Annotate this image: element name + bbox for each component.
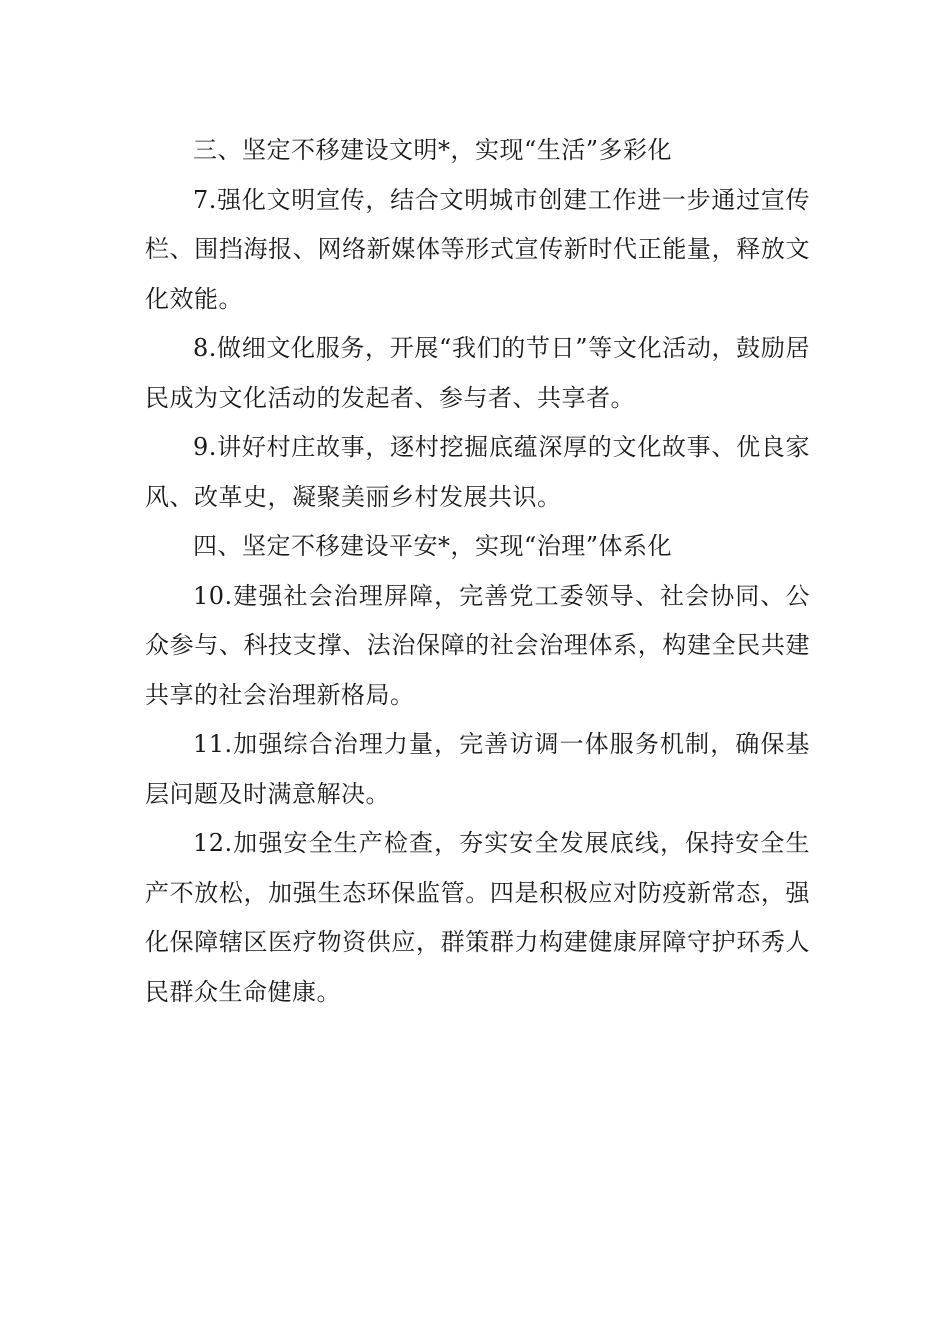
section-heading-safety: 四、坚定不移建设平安*，实现“治理”体系化: [193, 532, 673, 560]
document-body: [145, 126, 810, 1017]
section-heading-civilization: 三、坚定不移建设文明*，实现“生活”多彩化: [193, 136, 673, 164]
paragraph-item-11: 11.加强综合治理力量，完善访调一体服务机制，确保基层问题及时满意解决。: [145, 730, 810, 808]
paragraph-item-8: 8.做细文化服务，开展“我们的节日”等文化活动，鼓励居民成为文化活动的发起者、参与者、共享者。: [145, 334, 810, 412]
paragraph-item-10: 10.建强社会治理屏障，完善党工委领导、社会协同、公众参与、科技支撑、法治保障的社会治理体系，构建全民共建共享的社会治理新格局。: [145, 581, 810, 709]
paragraph-item-7: 7.强化文明宣传，结合文明城市创建工作进一步通过宣传栏、围挡海报、网络新媒体等形式宣传新时代正能量，释放文化效能。: [145, 185, 810, 313]
paragraph-item-12: 12.加强安全生产检查，夯实安全发展底线，保持安全生产不放松，加强生态环保监管。四是积极应对防疫新常态，强化保障辖区医疗物资供应，群策群力构建健康屏障守护环秀人民群众生命健康。: [145, 829, 810, 1006]
paragraph-item-9: 9.讲好村庄故事，逐村挖掘底蕴深厚的文化故事、优良家风、改革史，凝聚美丽乡村发展共识。: [145, 433, 810, 511]
